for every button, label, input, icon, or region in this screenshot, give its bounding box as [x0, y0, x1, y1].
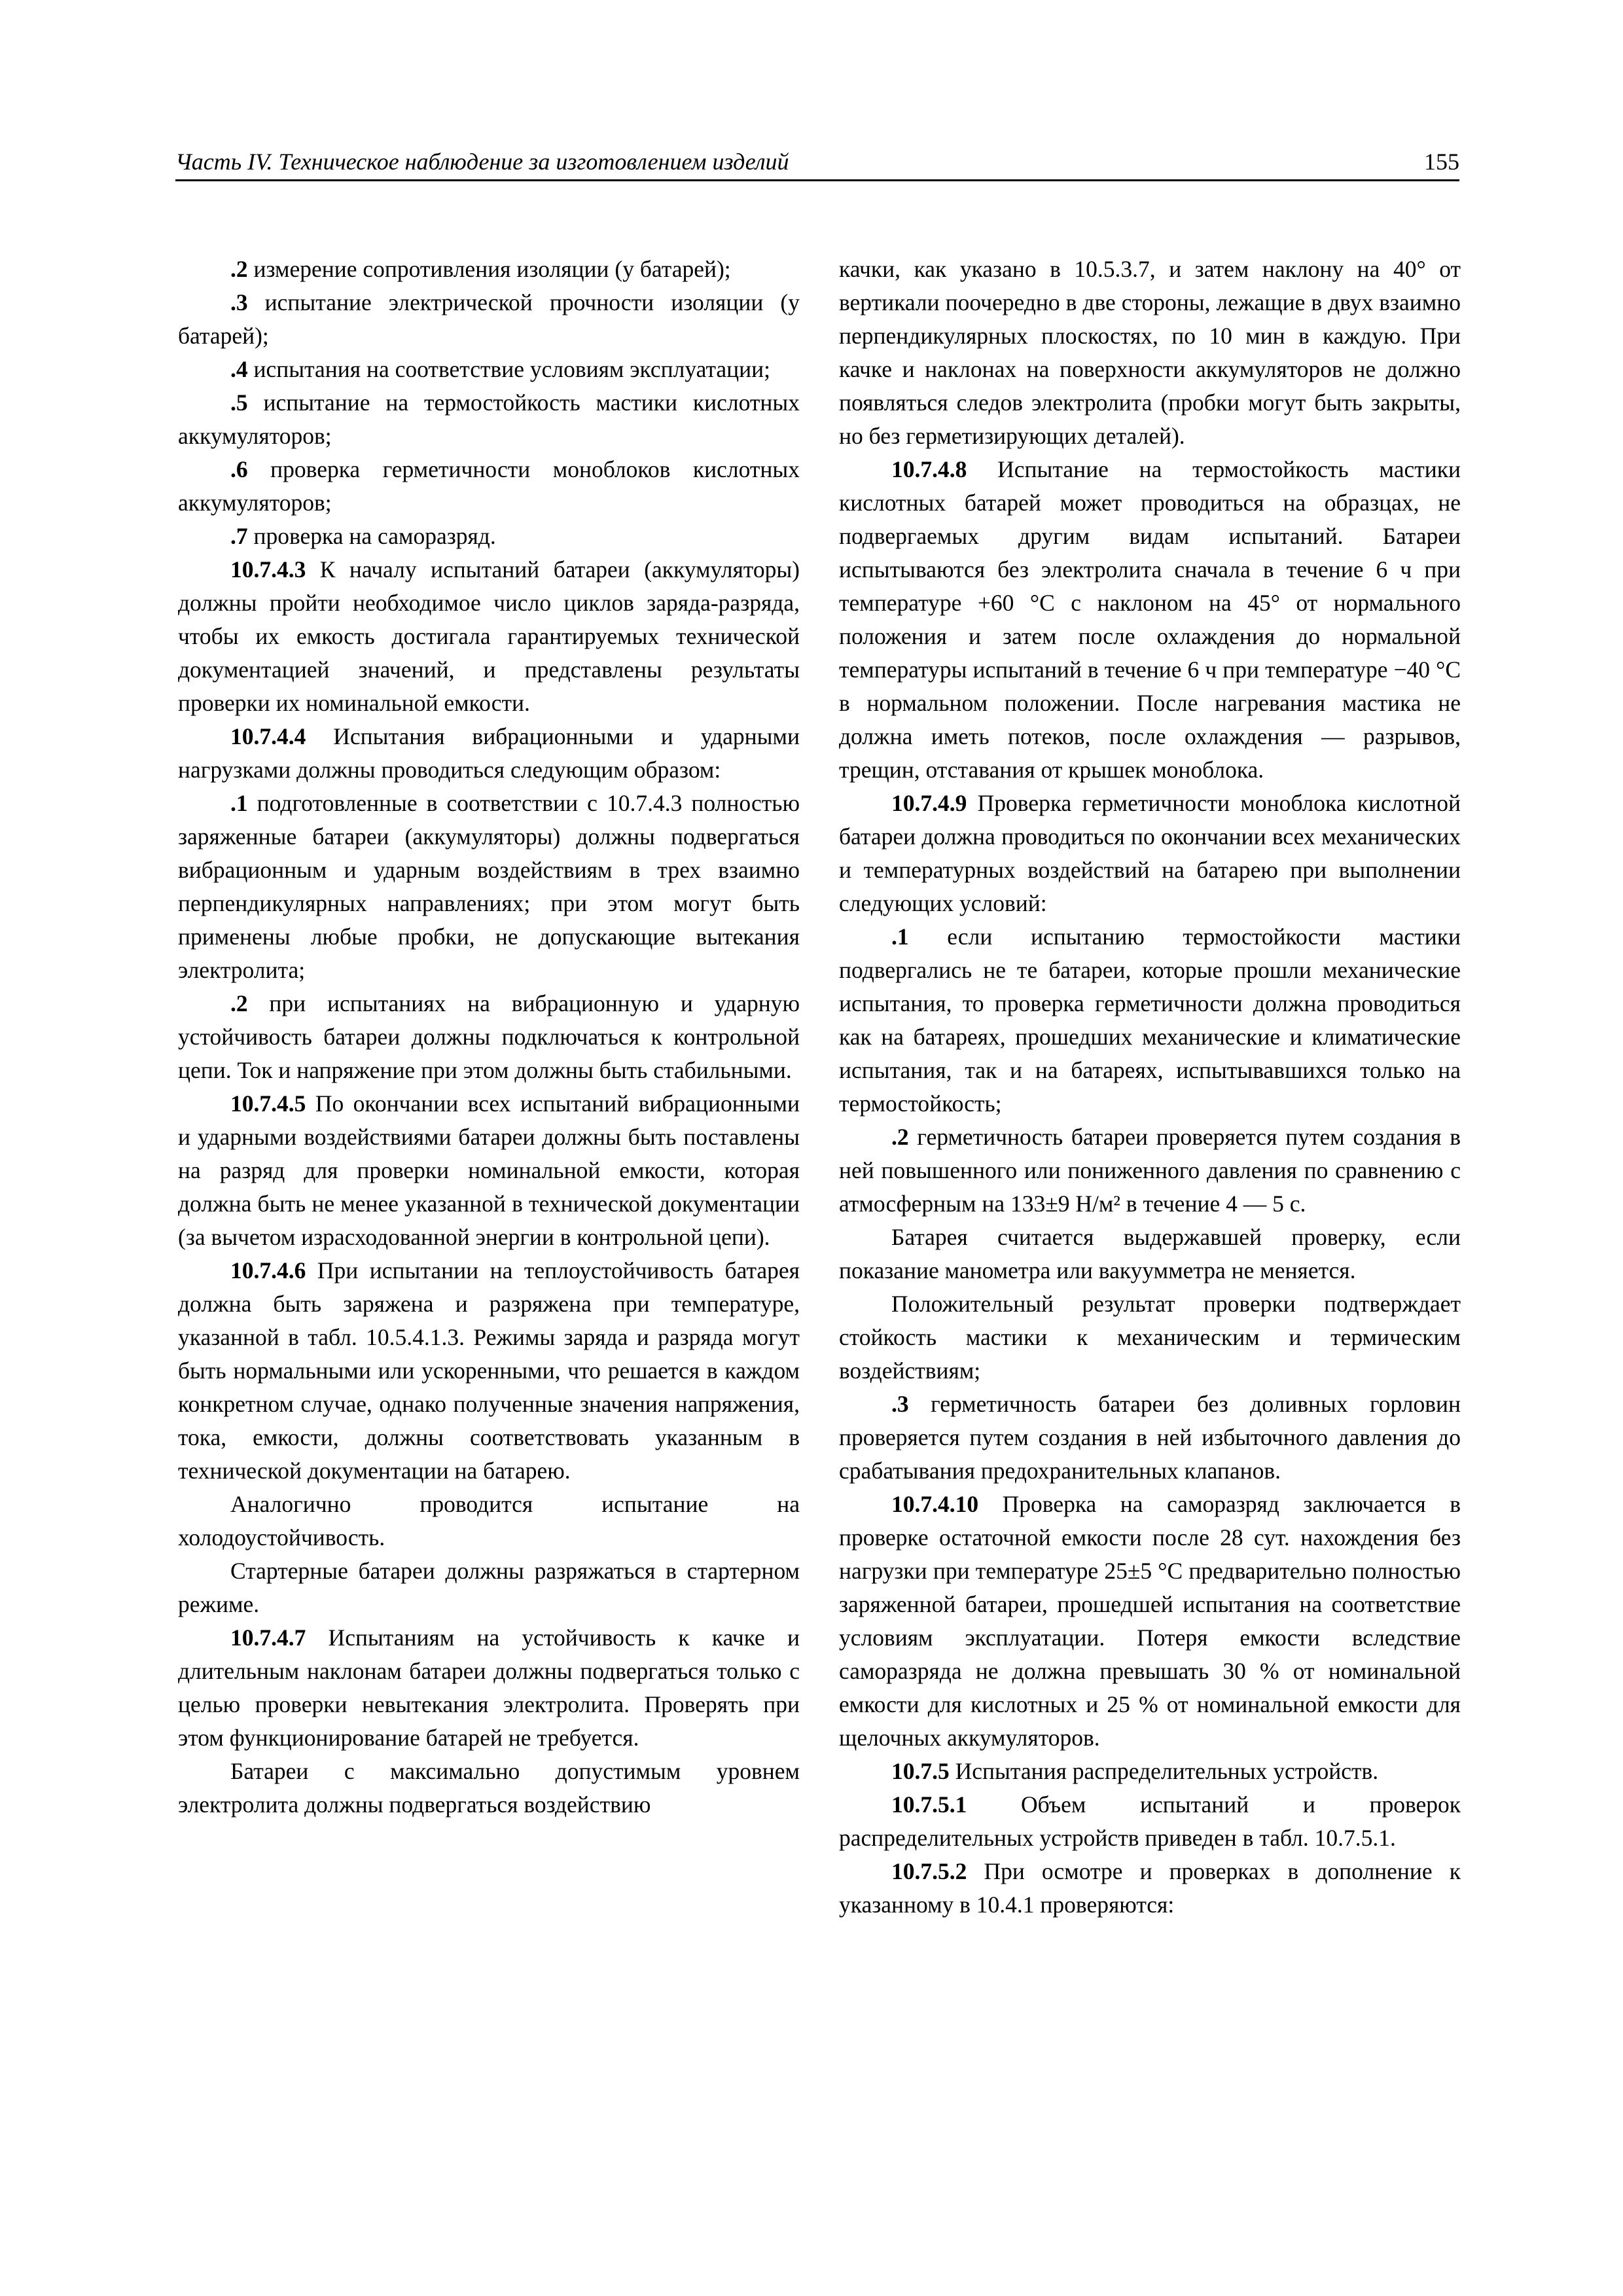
clause-number: 10.7.4.4 — [230, 723, 306, 749]
paragraph: Батареи с максимально допустимым уровнем электролита должны подвергаться воздействию — [178, 1758, 800, 1818]
paragraph: качки, как указано в 10.5.3.7, и затем наклону на 40° от вертикали поочередно в две стороны, лежащие в двух взаимно перпендикулярных плоскостях, по 10 мин в каждую. При качке и наклонах на поверхности аккумуляторов не должно появляться следов электролита (пробки могут быть закрыты, но без герметизирующих деталей). — [839, 256, 1461, 449]
clause-number: .2 — [230, 256, 248, 282]
clause-number: 10.7.5.1 — [891, 1791, 967, 1818]
clause-number: .1 — [230, 790, 248, 816]
clause-number: .4 — [230, 356, 248, 382]
paragraph: Стартерные батареи должны разряжаться в стартерном режиме. — [178, 1558, 800, 1617]
right-column — [839, 253, 1461, 1922]
paragraph: 10.7.4.6 При испытании на теплоустойчивость батарея должна быть заряжена и разряжена при температуре, указанной в табл. 10.5.4.1.3. Режимы заряда и разряда могут быть нормальными или ускоренными, что решается в каждом конкретном случае, однако полученные значения напряжения, тока, емкости, должны соответствовать указанным в технической документации на батарею. — [178, 1257, 800, 1484]
clause-number: 10.7.5.2 — [891, 1858, 967, 1884]
paragraph: 10.7.4.5 По окончании всех испытаний вибрационными и ударными воздействиями батареи должны быть поставлены на разряд для проверки номинальной емкости, которая должна быть не менее указанной в технической документации (за вычетом израсходованной энергии в контрольной цепи). — [178, 1090, 800, 1250]
paragraph: .5 испытание на термостойкость мастики кислотных аккумуляторов; — [178, 389, 800, 449]
paragraph: .4 испытания на соответствие условиям эксплуатации; — [230, 356, 771, 382]
paragraph: .6 проверка герметичности моноблоков кислотных аккумуляторов; — [178, 456, 800, 516]
paragraph: 10.7.4.8 Испытание на термостойкость мастики кислотных батарей может проводиться на образцах, не подвергаемых другим видам испытаний. Батареи испытываются без электролита сначала в течение 6 ч при температуре +60 °С с наклоном на 45° от нормального положения и затем после охлаждения до нормальной температуры испытаний в течение 6 ч при температуре −40 °С в нормальном положении. После нагревания мастика не должна иметь потеков, после охлаждения — разрывов, трещин, отставания от крышек моноблока. — [839, 456, 1461, 783]
clause-number: 10.7.4.9 — [891, 790, 967, 816]
paragraph: Батарея считается выдержавшей проверку, если показание манометра или вакуумметра не меняется. — [839, 1224, 1461, 1283]
clause-number: 10.7.4.10 — [891, 1491, 979, 1517]
clause-number: 10.7.4.8 — [891, 456, 967, 482]
paragraph: .1 подготовленные в соответствии с 10.7.4.3 полностью заряженные батареи (аккумуляторы) должны подвергаться вибрационным и ударным воздействиям в трех взаимно перпендикулярных направлениях; при этом могут быть применены любые пробки, не допускающие вытекания электролита; — [178, 790, 800, 983]
paragraph: .2 герметичность батареи проверяется путем создания в ней повышенного или пониженного давления по сравнению с атмосферным на 133±9 Н/м² в течение 4 — 5 с. — [839, 1124, 1461, 1217]
running-title: Часть IV. Техническое наблюдение за изготовлением изделий — [175, 149, 789, 175]
left-column — [178, 253, 800, 1821]
paragraph: .2 измерение сопротивления изоляции (у батарей); — [230, 256, 731, 282]
clause-number: 10.7.4.3 — [230, 556, 306, 583]
paragraph: .2 при испытаниях на вибрационную и ударную устойчивость батареи должны подключаться к контрольной цепи. Ток и напряжение при этом должны быть стабильными. — [178, 990, 800, 1083]
page-header — [175, 149, 1459, 181]
paragraph: 10.7.5.2 При осмотре и проверках в дополнение к указанному в 10.4.1 проверяются: — [839, 1858, 1461, 1918]
clause-number: .7 — [230, 523, 248, 549]
paragraph: 10.7.4.10 Проверка на саморазряд заключается в проверке остаточной емкости после 28 сут. нахождения без нагрузки при температуре 25±5 °С предварительно полностью заряженной батареи, прошедшей испытания на соответствие условиям эксплуатации. Потеря емкости вследствие саморазряда не должна превышать 30 % от номинальной емкости для кислотных и 25 % от номинальной емкости для щелочных аккумуляторов. — [839, 1491, 1461, 1751]
clause-number: .2 — [891, 1124, 909, 1150]
paragraph: 10.7.4.9 Проверка герметичности моноблока кислотной батареи должна проводиться по окончании всех механических и температурных воздействий на батарею при выполнении следующих условий: — [839, 790, 1461, 916]
clause-number: .2 — [230, 990, 248, 1016]
clause-number: 10.7.4.6 — [230, 1257, 306, 1283]
clause-number: .3 — [230, 289, 248, 315]
clause-number: .3 — [891, 1391, 909, 1417]
clause-number: .6 — [230, 456, 248, 482]
paragraph: 10.7.4.4 Испытания вибрационными и ударными нагрузками должны проводиться следующим образом: — [178, 723, 800, 783]
clause-number: 10.7.4.7 — [230, 1624, 306, 1651]
paragraph: Аналогично проводится испытание на холодоустойчивость. — [178, 1491, 800, 1551]
clause-number: .1 — [891, 924, 909, 950]
paragraph: 10.7.4.3 К началу испытаний батареи (аккумуляторы) должны пройти необходимое число циклов заряда-разряда, чтобы их емкость достигала гарантируемых технической документацией значений, и представлены результаты проверки их номинальной емкости. — [178, 556, 800, 716]
paragraph: .3 испытание электрической прочности изоляции (у батарей); — [178, 289, 800, 349]
paragraph: .3 герметичность батареи без доливных горловин проверяется путем создания в ней избыточного давления до срабатывания предохранительных клапанов. — [839, 1391, 1461, 1484]
clause-number: 10.7.5 — [891, 1758, 950, 1784]
paragraph: Положительный результат проверки подтверждает стойкость мастики к механическим и термическим воздействиям; — [839, 1291, 1461, 1384]
paragraph: .7 проверка на саморазряд. — [230, 523, 496, 549]
paragraph: .1 если испытанию термостойкости мастики подвергались не те батареи, которые прошли механические испытания, то проверка герметичности должна проводиться как на батареях, прошедших механические и климатические испытания, так и на батареях, испытывавшихся только на термостойкость; — [839, 924, 1461, 1117]
paragraph: 10.7.4.7 Испытаниям на устойчивость к качке и длительным наклонам батареи должны подвергаться только с целью проверки невытекания электролита. Проверять при этом функционирование батарей не требуется. — [178, 1624, 800, 1751]
clause-number: .5 — [230, 389, 248, 416]
paragraph: 10.7.5.1 Объем испытаний и проверок распределительных устройств приведен в табл. 10.7.5.1. — [839, 1791, 1461, 1851]
clause-number: 10.7.4.5 — [230, 1090, 306, 1117]
paragraph: 10.7.5 Испытания распределительных устройств. — [891, 1758, 1379, 1784]
page-number: 155 — [1424, 149, 1459, 175]
